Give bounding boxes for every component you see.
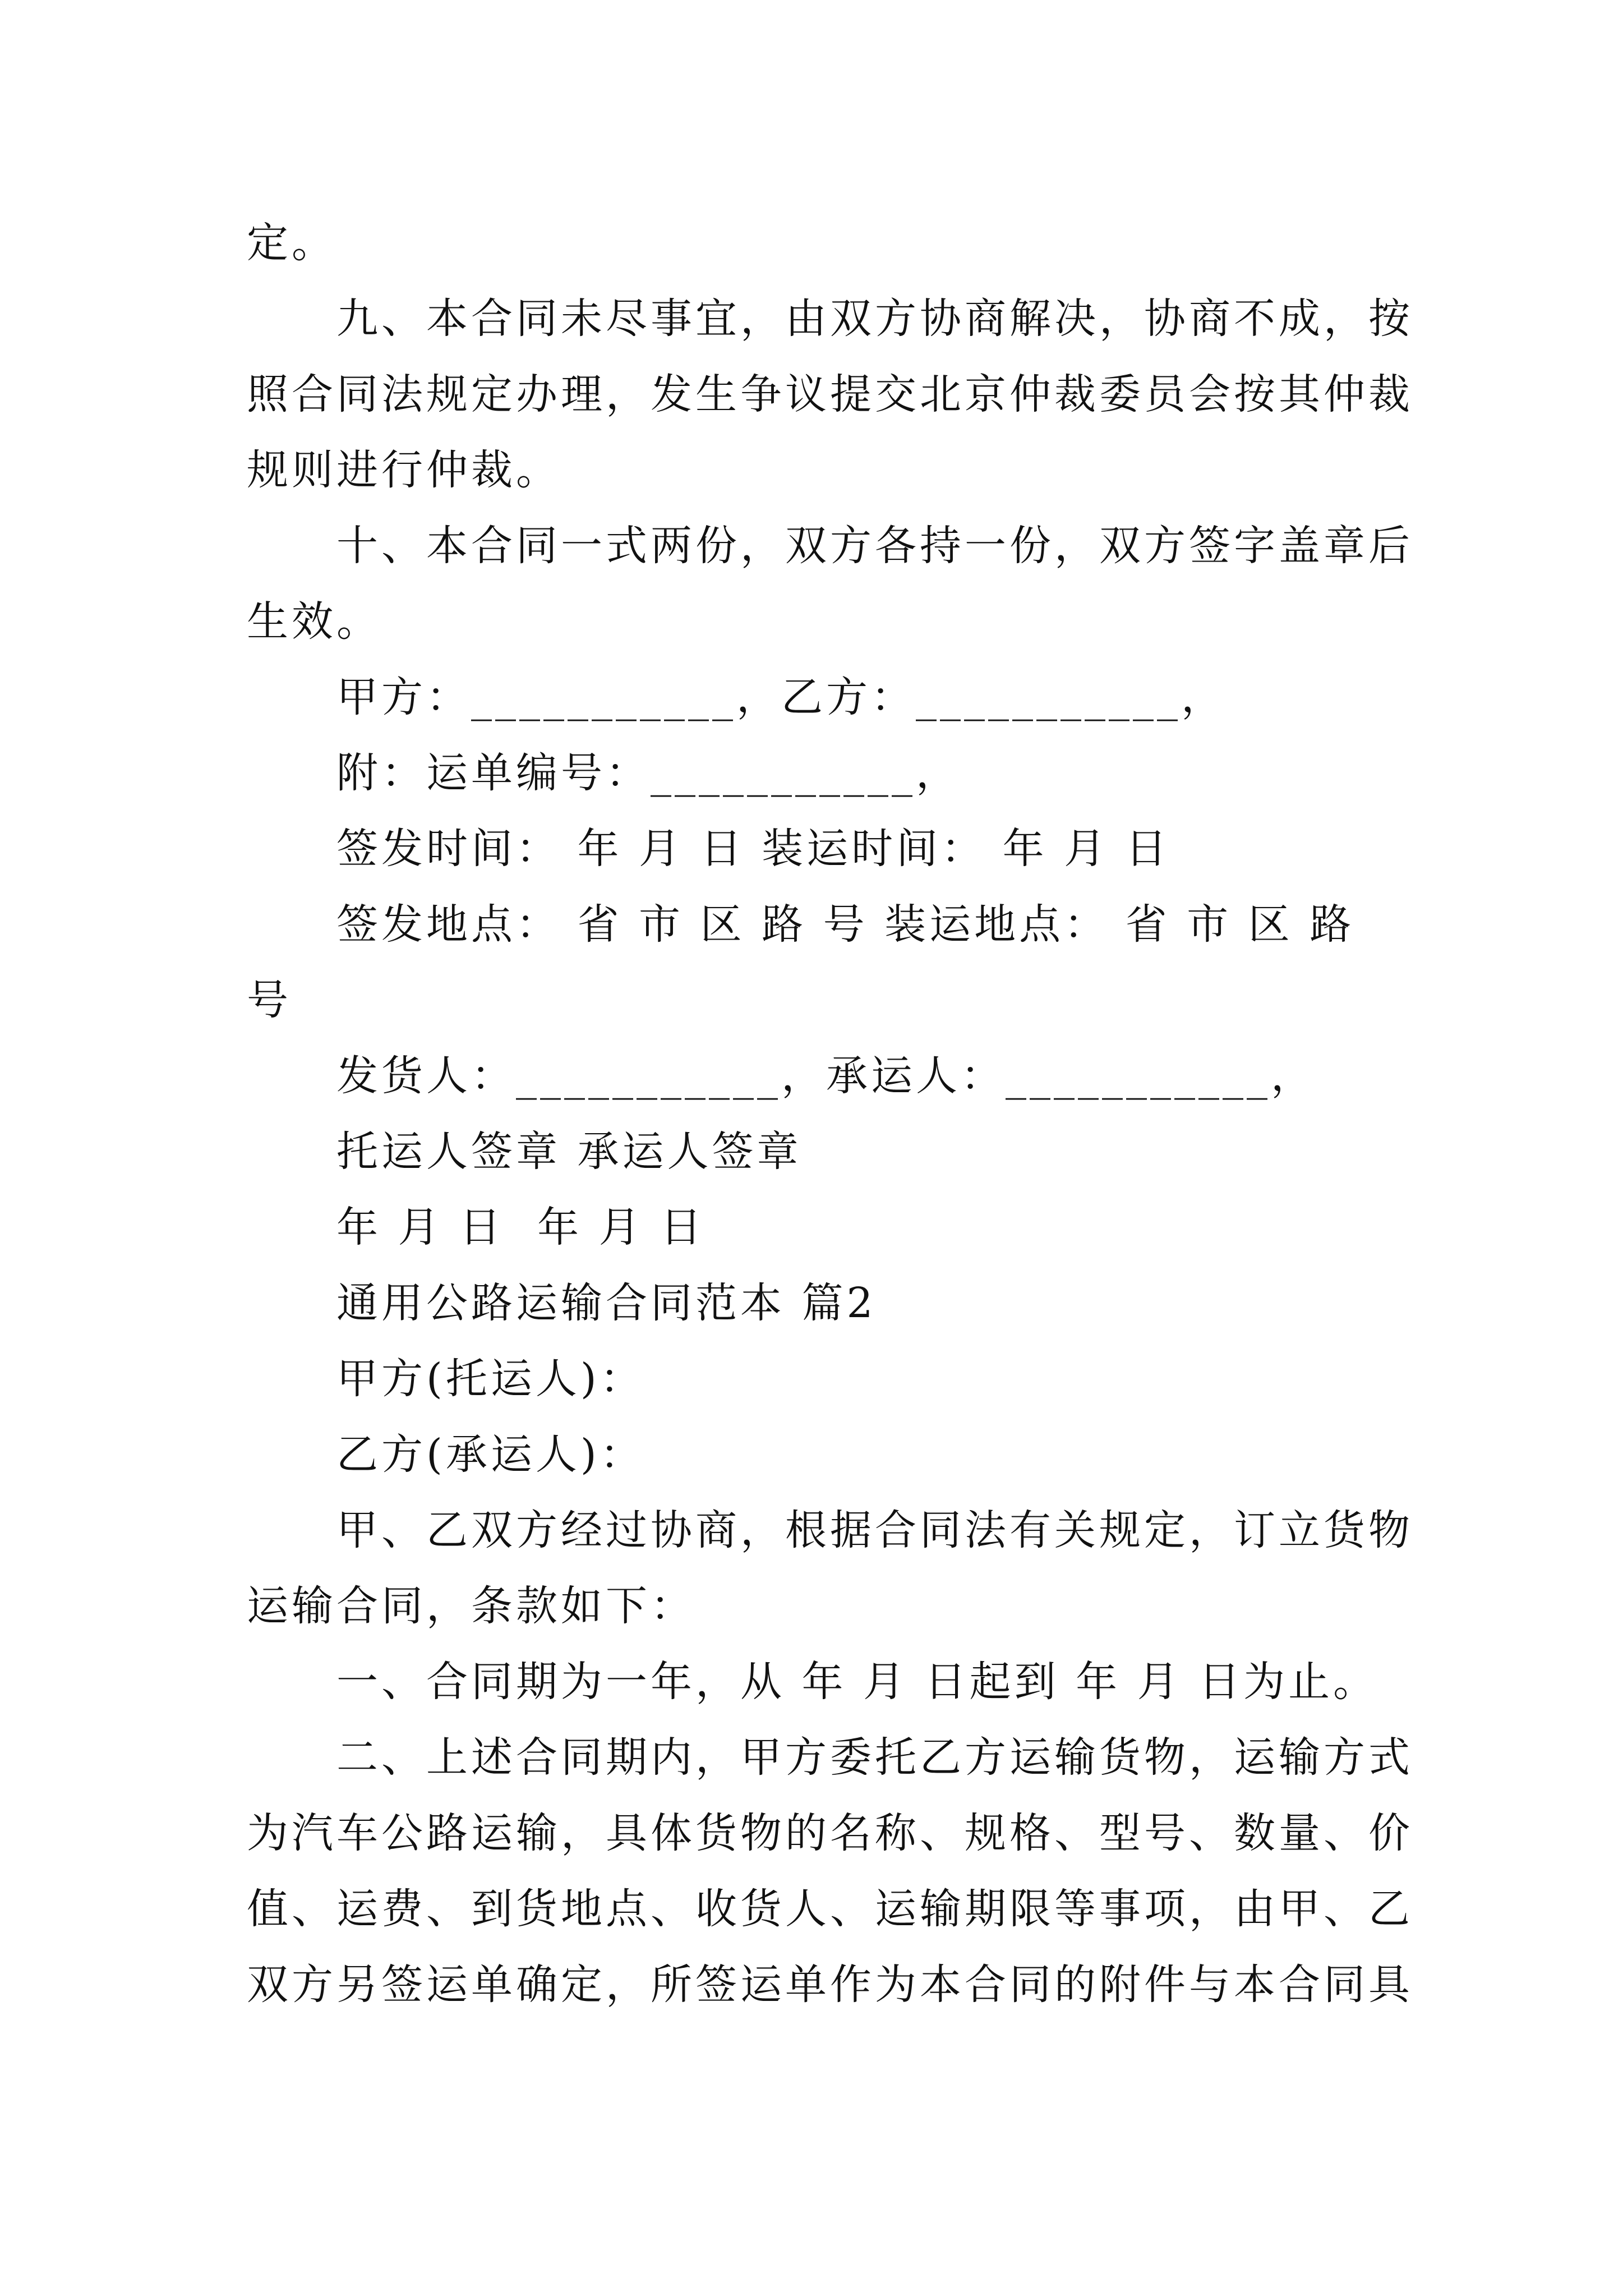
text-line: 运输合同，条款如下： <box>247 1582 695 1630</box>
text-line: 生效。 <box>247 597 381 646</box>
clause-two: 二、上述合同期内，甲方委托乙方运输货物，运输方式 <box>336 1733 1413 1782</box>
issue-time-line: 签发时间： 年 月 日 装运时间： 年 月 日 <box>336 825 1170 873</box>
text-line: 定。 <box>247 219 336 267</box>
issue-location-line: 签发地点： 省 市 区 路 号 装运地点： 省 市 区 路 <box>336 900 1355 949</box>
shipper-carrier-line: 发货人：___________，承运人：___________， <box>336 1052 1316 1100</box>
section-title: 通用公路运输合同范本 篇2 <box>336 1279 877 1327</box>
party-a-line: 甲方(托运人)： <box>336 1355 645 1403</box>
text-line: 双方另签运单确定，所签运单作为本合同的附件与本合同具 <box>247 1961 1413 2009</box>
date-line: 年 月 日 年 月 日 <box>336 1203 706 1251</box>
paragraph-ten: 十、本合同一式两份，双方各持一份，双方签字盖章后 <box>336 522 1413 570</box>
party-b-line: 乙方(承运人)： <box>336 1430 645 1479</box>
party-signature-line: 甲方：___________，乙方：___________， <box>336 673 1226 721</box>
paragraph-nine: 九、本合同未尽事宜，由双方协商解决，协商不成，按 <box>336 295 1413 343</box>
text-line: 值、运费、到货地点、收货人、运输期限等事项，由甲、乙 <box>247 1885 1413 1933</box>
preamble-paragraph: 甲、乙双方经过协商，根据合同法有关规定，订立货物 <box>336 1506 1413 1554</box>
text-line: 号 <box>247 976 292 1024</box>
seal-line: 托运人签章 承运人签章 <box>336 1128 802 1176</box>
text-line: 照合同法规定办理，发生争议提交北京仲裁委员会按其仲裁 <box>247 370 1413 418</box>
text-line: 规则进行仲裁。 <box>247 446 561 494</box>
waybill-number-line: 附：运单编号：___________， <box>336 749 961 797</box>
clause-one: 一、合同期为一年，从 年 月 日起到 年 月 日为止。 <box>336 1658 1378 1706</box>
text-line: 为汽车公路运输，具体货物的名称、规格、型号、数量、价 <box>247 1809 1413 1857</box>
